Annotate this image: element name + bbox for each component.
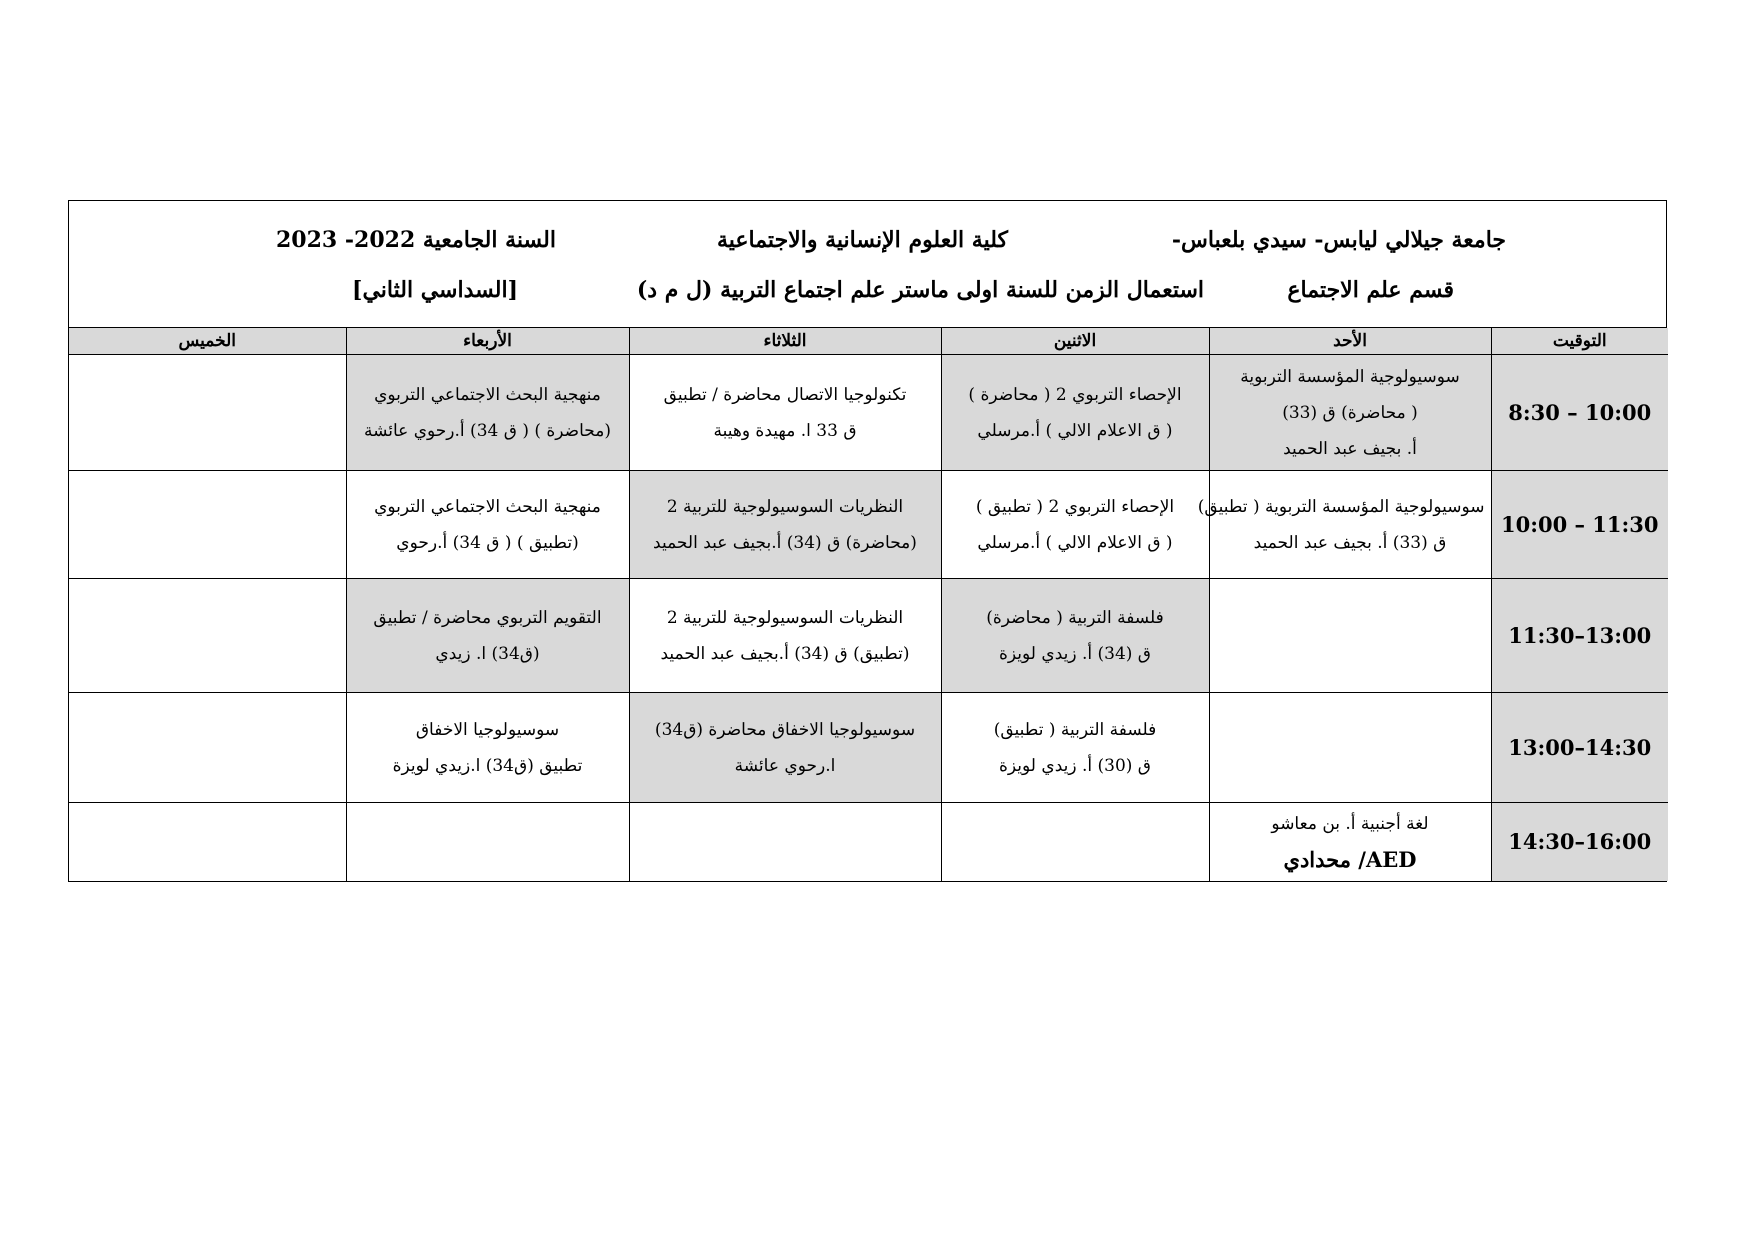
session-cell <box>346 693 629 803</box>
session-line: ق 33 ا. مهيدة وهيبة <box>713 420 857 441</box>
column-header-wednesday: الأربعاء <box>346 328 629 355</box>
session-cell <box>629 355 941 471</box>
time-slot: 10:00 – 11:30 <box>1491 471 1668 579</box>
session-line: ق (34) أ. زيدي لويزة <box>999 643 1151 664</box>
session-line: النظريات السوسيولوجية للتربية 2 <box>666 496 904 517</box>
column-header-tuesday: الثلاثاء <box>629 328 941 355</box>
session-line: الإحصاء التربوي 2 ( محاضرة ) <box>968 384 1182 405</box>
column-header-monday: الاثنين <box>941 328 1209 355</box>
timetable-sheet <box>68 200 1667 882</box>
faculty-name: كلية العلوم الإنسانية والاجتماعية <box>716 227 1008 253</box>
session-cell <box>346 579 629 693</box>
empty-cell <box>1209 579 1491 693</box>
session-line: (محاضرة) ق (34) أ.بجيف عبد الحميد <box>653 532 917 553</box>
session-line: (ق34) ا. زيدي <box>435 643 540 664</box>
empty-cell <box>941 803 1209 881</box>
table-row <box>69 355 1668 471</box>
empty-cell <box>1209 693 1491 803</box>
session-line: أ. بجيف عبد الحميد <box>1283 438 1417 459</box>
session-line: الإحصاء التربوي 2 ( تطبيق ) <box>975 496 1175 517</box>
session-line: سوسيولوجية المؤسسة التربوية ( تطبيق) <box>1197 496 1485 517</box>
table-row <box>69 693 1668 803</box>
session-line: (تطبيق) ق (34) أ.بجيف عبد الحميد <box>660 643 910 664</box>
academic-year: السنة الجامعية 2022- 2023 <box>275 227 556 253</box>
session-line: ا.رحوي عائشة <box>734 755 836 776</box>
session-line: منهجية البحث الاجتماعي التربوي <box>374 496 601 517</box>
session-line: ( ق الاعلام الالي ) أ.مرسلي <box>977 532 1173 553</box>
session-line: سوسيولوجيا الاخفاق محاضرة (ق34) <box>654 719 916 740</box>
university-name: جامعة جيلالي ليابس- سيدي بلعباس- <box>1171 227 1506 253</box>
session-line: سوسيولوجيا الاخفاق <box>415 719 560 740</box>
empty-cell <box>629 803 941 881</box>
session-line: (تطبيق ) ( ق 34) أ.رحوي <box>396 532 579 553</box>
session-line: ( ق الاعلام الالي ) أ.مرسلي <box>977 420 1173 441</box>
time-slot: 8:30 – 10:00 <box>1491 355 1668 471</box>
schedule-table <box>69 328 1668 881</box>
session-line: فلسفة التربية ( محاضرة) <box>986 607 1164 628</box>
session-cell <box>346 471 629 579</box>
column-header-thursday: الخميس <box>69 328 346 355</box>
session-line: ( محاضرة) ق (33) <box>1282 402 1418 423</box>
empty-cell <box>346 803 629 881</box>
session-line: ق (30) أ. زيدي لويزة <box>999 755 1151 776</box>
empty-cell <box>69 579 346 693</box>
session-line: التقويم التربوي محاضرة / تطبيق <box>373 607 602 628</box>
session-cell <box>941 579 1209 693</box>
time-slot: 14:30–16:00 <box>1491 803 1668 881</box>
session-cell <box>941 471 1209 579</box>
table-row <box>69 579 1668 693</box>
session-cell <box>941 693 1209 803</box>
session-line: تطبيق (ق34) ا.زيدي لويزة <box>392 755 583 776</box>
session-line: (محاضرة ) ( ق 34) أ.رحوي عائشة <box>363 420 612 441</box>
column-header-sunday: الأحد <box>1209 328 1491 355</box>
table-row <box>69 803 1668 881</box>
session-line: لغة أجنبية أ. بن معاشو <box>1271 813 1429 834</box>
schedule-title: استعمال الزمن للسنة اولى ماستر علم اجتماع التربية (ل م د) <box>636 277 1204 303</box>
session-cell <box>629 693 941 803</box>
session-line: تكنولوجيا الاتصال محاضرة / تطبيق <box>663 384 907 405</box>
session-line: منهجية البحث الاجتماعي التربوي <box>374 384 601 405</box>
session-line: سوسيولوجية المؤسسة التربوية <box>1240 366 1460 387</box>
semester-label: [السداسي الثاني] <box>352 277 518 303</box>
table-header-row <box>69 328 1668 355</box>
department-name: قسم علم الاجتماع <box>1287 277 1454 303</box>
empty-cell <box>69 803 346 881</box>
table-row <box>69 471 1668 579</box>
session-line: ق (33) أ. بجيف عبد الحميد <box>1253 532 1447 553</box>
session-line: AED/ محدادي <box>1283 846 1417 872</box>
session-cell <box>1197 471 1491 579</box>
session-line: فلسفة التربية ( تطبيق) <box>993 719 1157 740</box>
time-slot: 11:30–13:00 <box>1491 579 1668 693</box>
document-header <box>69 201 1666 328</box>
empty-cell <box>69 355 346 471</box>
session-cell <box>1209 803 1491 881</box>
session-cell <box>941 355 1209 471</box>
session-line: النظريات السوسيولوجية للتربية 2 <box>666 607 904 628</box>
column-header-time: التوقيت <box>1491 328 1668 355</box>
session-cell <box>346 355 629 471</box>
empty-cell <box>69 471 346 579</box>
session-cell <box>1209 355 1491 471</box>
empty-cell <box>69 693 346 803</box>
session-cell <box>629 579 941 693</box>
session-cell <box>629 471 941 579</box>
time-slot: 13:00–14:30 <box>1491 693 1668 803</box>
